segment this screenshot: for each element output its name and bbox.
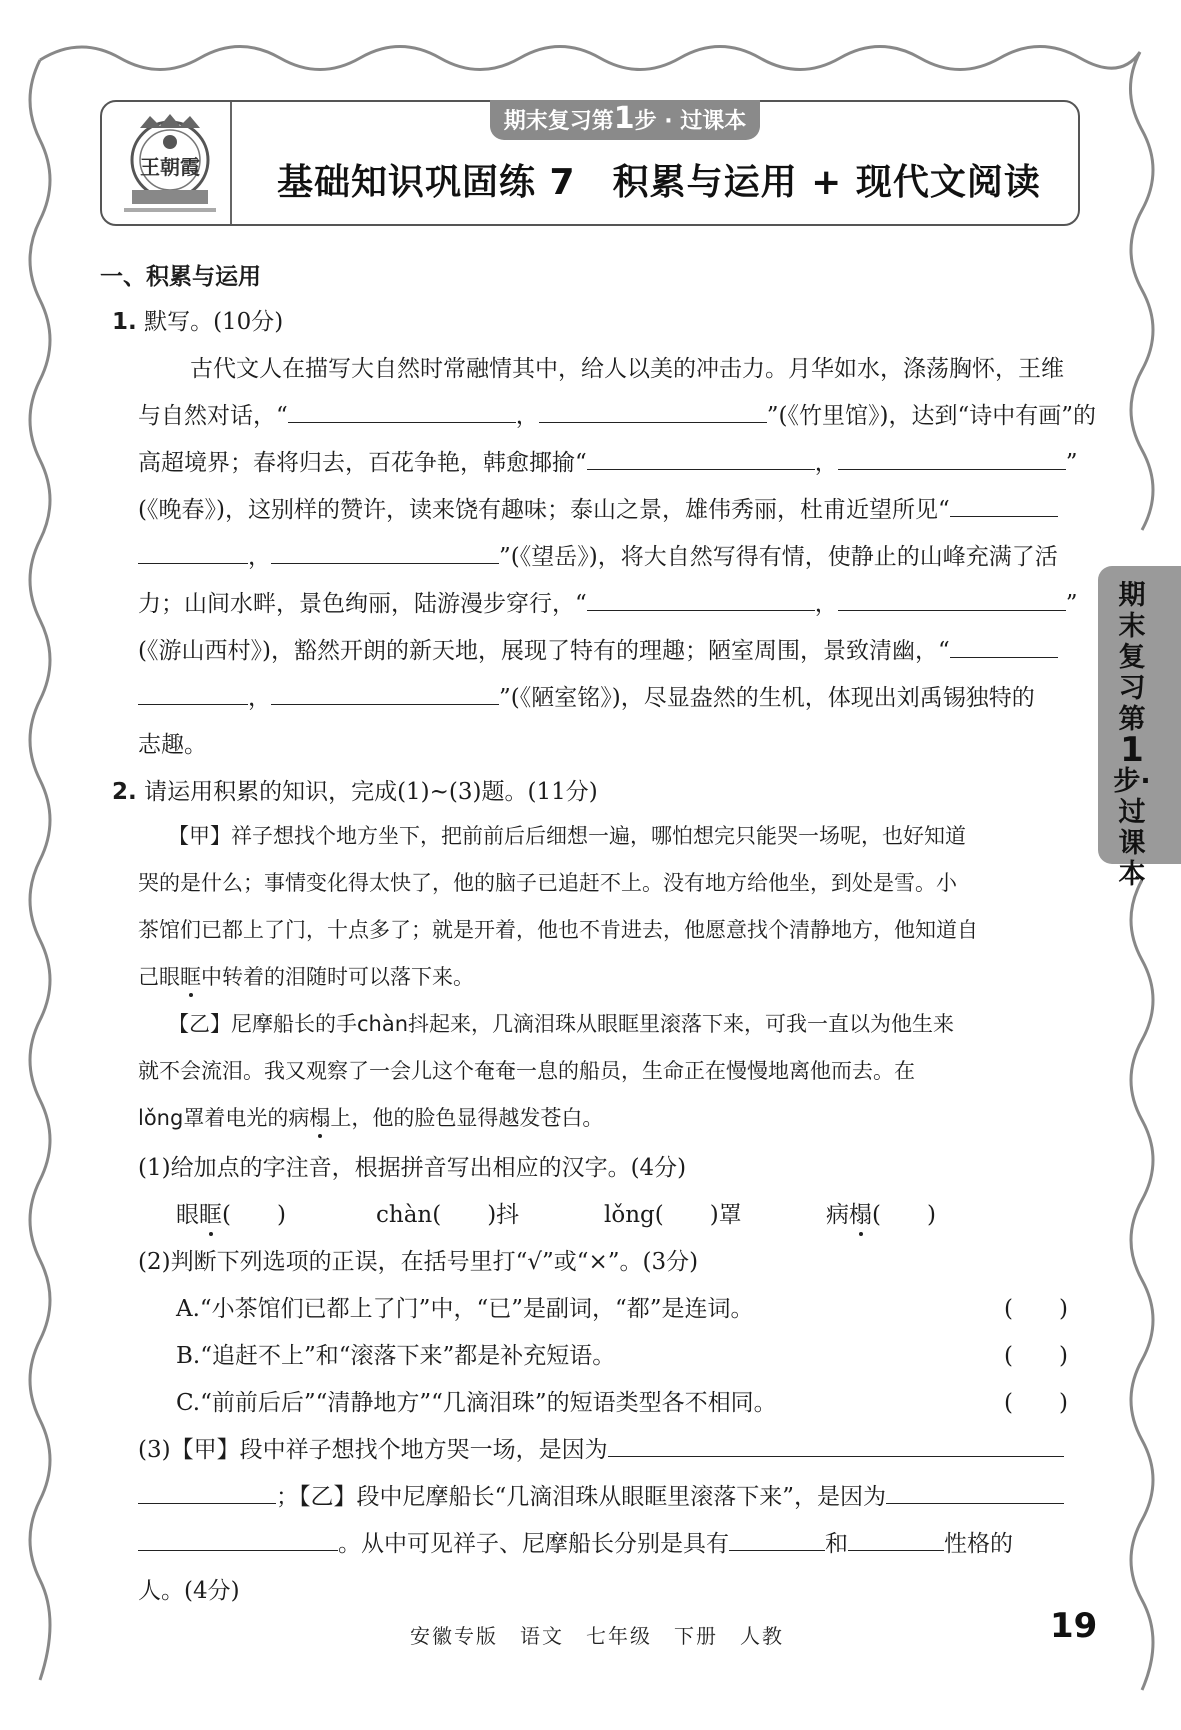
section-heading: 一、积累与运用 [100, 264, 261, 290]
option-b: B.“追赶不上”和“滚落下来”都是补充短语。 [176, 1343, 616, 1369]
passage-jia-line-4: 己眼眶中转着的泪随时可以落下来。 [138, 965, 474, 989]
q1-line-5: ， ”(《望岳》)，将大自然写得有情，使静止的山峰充满了活 [138, 538, 1058, 571]
passage-jia-line-3: 茶馆们已都上了门，十点多了；就是开着，他也不肯进去，他愿意找个清静地方，他知道自 [138, 918, 978, 942]
page-number: 19 [1050, 1606, 1098, 1646]
answer-blank[interactable] [271, 540, 499, 564]
answer-blank[interactable] [539, 399, 767, 423]
answer-blank[interactable] [138, 681, 248, 705]
page-footer: 安徽专版 语文 七年级 下册 人教 [410, 1624, 784, 1648]
page-title: 基础知识巩固练 7 积累与运用 + 现代文阅读 [277, 162, 1041, 203]
answer-blank[interactable] [838, 587, 1066, 611]
answer-blank[interactable] [587, 446, 815, 470]
q1-line-2: 与自然对话，“ ， ”(《竹里馆》)，达到“诗中有画”的 [138, 397, 1096, 430]
side-tab-label-b: 步·过课本 [1113, 766, 1151, 890]
q1-stem: 1. 默写。(10分) [112, 309, 284, 335]
s1-item-2: chàn( )抖 [376, 1202, 520, 1228]
subquestion-3-line-4: 人。(4分) [138, 1578, 240, 1604]
s1-item-4: 病榻( ) [826, 1202, 936, 1228]
judge-paren-c[interactable]: ( ) [1004, 1390, 1068, 1416]
s1-item-1: 眼眶( ) [176, 1202, 286, 1228]
passage-yi-line-1: 【乙】尼摩船长的手chàn抖起来，几滴泪珠从眼眶里滚落下来，可我一直以为他生来 [168, 1012, 955, 1036]
dotted-char: 眶 [180, 965, 201, 989]
q1-line-8: ， ”(《陋室铭》)，尽显盎然的生机，体现出刘禹锡独特的 [138, 679, 1035, 712]
q1-line-3: 高超境界；春将归去，百花争艳，韩愈揶揄“ ， ” [138, 444, 1078, 477]
q1-line-4: (《晚春》)，这别样的赞许，读来饶有趣味；泰山之景，雄伟秀丽，杜甫近望所见“ [138, 491, 1058, 524]
subquestion-2: (2)判断下列选项的正误，在括号里打“√”或“×”。(3分) [138, 1249, 699, 1275]
side-chapter-tab [1098, 566, 1181, 890]
q1-line-6: 力；山间水畔，景色绚丽，陆游漫步穿行，“ ， ” [138, 585, 1078, 618]
dotted-char: 榻 [309, 1106, 331, 1130]
answer-blank[interactable] [729, 1527, 825, 1551]
answer-blank[interactable] [950, 634, 1058, 658]
step-badge: 期末复习第1步 · 过课本 [490, 100, 760, 140]
answer-blank[interactable] [848, 1527, 944, 1551]
answer-blank[interactable] [138, 540, 248, 564]
side-tab-number: 1 [1120, 730, 1144, 770]
s1-item-3: lǒng( )罩 [604, 1202, 742, 1228]
answer-blank[interactable] [271, 681, 499, 705]
option-a: A.“小茶馆们已都上了门”中，“已”是副词，“都”是连词。 [176, 1296, 754, 1322]
passage-jia-line-2: 哭的是什么；事情变化得太快了，他的脑子已追赶不上。没有地方给他坐，到处是雪。小 [138, 871, 957, 895]
side-tab-label-a: 期末复习第 [1118, 580, 1146, 735]
answer-blank[interactable] [587, 587, 815, 611]
q2-stem: 2. 请运用积累的知识，完成(1)~(3)题。(11分) [112, 779, 598, 805]
passage-jia-line-1: 【甲】祥子想找个地方坐下，把前前后后细想一遍，哪怕想完只能哭一场呢，也好知道 [168, 824, 966, 848]
subquestion-3-line-1: (3)【甲】段中祥子想找个地方哭一场，是因为 [138, 1431, 1064, 1464]
header-divider [230, 102, 232, 224]
passage-yi-line-3: lǒng罩着电光的病榻上，他的脸色显得越发苍白。 [138, 1106, 604, 1130]
publisher-logo [116, 112, 224, 216]
answer-blank[interactable] [950, 493, 1058, 517]
judge-paren-a[interactable]: ( ) [1004, 1296, 1068, 1322]
answer-blank[interactable] [886, 1480, 1064, 1504]
svg-text:王朝霞: 王朝霞 [140, 155, 200, 179]
answer-blank[interactable] [288, 399, 516, 423]
q1-line-7: (《游山西村》)，豁然开朗的新天地，展现了特有的理趣；陋室周围，景致清幽，“ [138, 632, 1058, 665]
subquestion-1: (1)给加点的字注音，根据拼音写出相应的汉字。(4分) [138, 1155, 687, 1181]
answer-blank[interactable] [838, 446, 1066, 470]
lesson-header [100, 100, 1080, 226]
option-c: C.“前前后后”“清静地方”“几滴泪珠”的短语类型各不相同。 [176, 1390, 777, 1416]
judge-paren-b[interactable]: ( ) [1004, 1343, 1068, 1369]
answer-blank[interactable] [138, 1480, 276, 1504]
answer-blank[interactable] [138, 1527, 338, 1551]
answer-blank[interactable] [608, 1433, 1064, 1457]
subquestion-3-line-3: 。从中可见祥子、尼摩船长分别是具有 和 性格的 [138, 1525, 1013, 1558]
q1-line-9: 志趣。 [138, 732, 207, 758]
q1-line-1: 古代文人在描写大自然时常融情其中，给人以美的冲击力。月华如水，涤荡胸怀，王维 [190, 356, 1064, 382]
subquestion-3-line-2: ；【乙】段中尼摩船长“几滴泪珠从眼眶里滚落下来”，是因为 [138, 1478, 1064, 1511]
passage-yi-line-2: 就不会流泪。我又观察了一会儿这个奄奄一息的船员，生命正在慢慢地离他而去。在 [138, 1059, 915, 1083]
